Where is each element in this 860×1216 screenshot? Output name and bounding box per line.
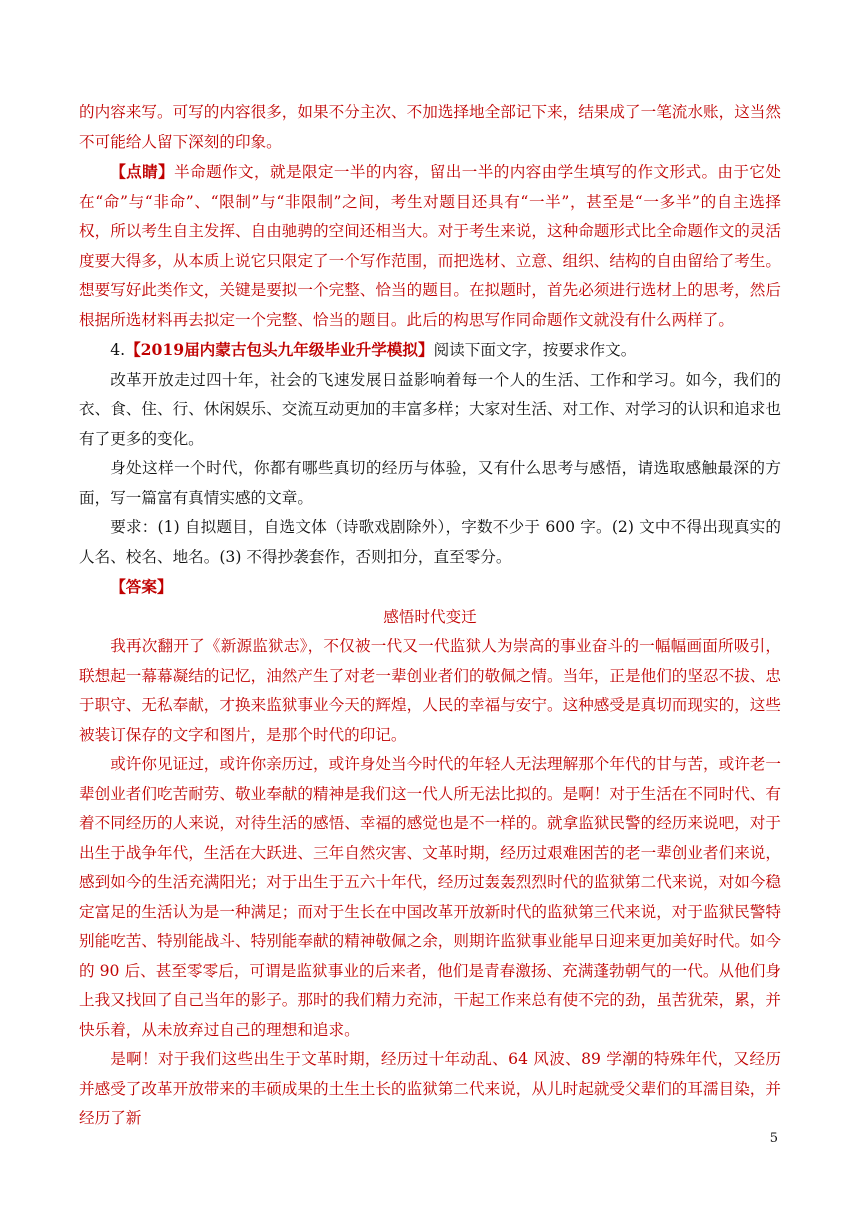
question-source: 【2019届内蒙古包头九年级毕业升学模拟】	[125, 340, 434, 359]
prompt-paragraph-1: 改革开放走过四十年，社会的飞速发展日益影响着每一个人的生活、工作和学习。如今，我们的衣、食、住、行、休闲娱乐、交流互动更加的丰富多样；大家对生活、对工作、对学习的认识和追求也有了更多的变化。	[79, 370, 781, 448]
dianjing-tag: 【点睛】	[110, 162, 175, 181]
essay-title: 感悟时代变迁	[383, 607, 477, 626]
essay-paragraph: 我再次翻开了《新源监狱志》，不仅被一代又一代监狱人为崇高的事业奋斗的一幅幅画面所吸引，联想起一幕幕凝结的记忆，油然产生了对老一辈创业者们的敬佩之情。当年，正是他们的坚忍不拔、忠于职守、无私奉献，才换来监狱事业今天的辉煌，人民的幸福与安宁。这种感受是真切而现实的，这些被装订保存的文字和图片，是那个时代的印记。	[79, 637, 781, 744]
document-body	[79, 98, 781, 1134]
essay-paragraph: 或许你见证过，或许你亲历过，或许身处当今时代的年轻人无法理解那个年代的甘与苦，或许老一辈创业者们吃苦耐劳、敬业奉献的精神是我们这一代人所无法比拟的。是啊！对于生活在不同时代、有着不同经历的人来说，对待生活的感悟、幸福的感觉也是不一样的。就拿监狱民警的经历来说吧，对于出生于战争年代，生活在大跃进、三年自然灾害、文革时期，经历过艰难困苦的老一辈创业者们来说，感到如今的生活充满阳光；对于出生于五六十年代，经历过轰轰烈烈时代的监狱第二代来说，对如今稳定富足的生活认为是一种满足；而对于生长在中国改革开放新时代的监狱第三代来说，对于监狱民警特别能吃苦、特别能战斗、特别能奉献的精神敬佩之余，则期许监狱事业能早日迎来更加美好时代。如今的 90 后、甚至零零后，可谓是监狱事业的后来者，他们是青春激扬、充满蓬勃朝气的一代。从他们身上我又找回了自己当年的影子。那时的我们精力充沛，干起工作来总有使不完的劲，虽苦犹荣，累，并快乐着，从未放弃过自己的理想和追求。	[79, 755, 781, 1039]
dianjing-text: 半命题作文，就是限定一半的内容，留出一半的内容由学生填写的作文形式。由于它处在“命”与“非命”、“限制”与“非限制”之间，考生对题目还具有“一半”，甚至是“一多半”的自主选择权，所以考生自主发挥、自由驰骋的空间还相当大。对于考生来说，这种命题形式比全命题作文的灵活度要大得多，从本质上说它只限定了一个写作范围，而把选材、立意、组织、结构的自由留给了考生。想要写好此类作文，关键是要拟一个完整、恰当的题目。在拟题时，首先必须进行选材上的思考，然后根据所选材料再去拟定一个完整、恰当的题目。此后的构思写作同命题作文就没有什么两样了。	[79, 163, 781, 329]
question-instruction: 阅读下面文字，按要求作文。	[433, 341, 637, 359]
requirements-paragraph: 要求：(1) 自拟题目，自选文体（诗歌戏剧除外），字数不少于 600 字。(2) 文中不得出现真实的人名、校名、地名。(3) 不得抄袭套作，否则扣分，直至零分。	[79, 518, 781, 566]
prompt-paragraph-2: 身处这样一个时代，你都有哪些真切的经历与体验，又有什么思考与感悟，请选取感触最深的方面，写一篇富有真情实感的文章。	[79, 459, 781, 507]
answer-tag: 【答案】	[110, 577, 173, 596]
dianjing-paragraph	[79, 157, 781, 335]
question-number: 4.	[110, 341, 126, 359]
answer-label-paragraph	[79, 572, 781, 603]
page-number: 5	[769, 1131, 778, 1146]
question-4	[79, 335, 781, 366]
essay-paragraph: 是啊！对于我们这些出生于文革时期，经历过十年动乱、64 风波、89 学潮的特殊年代，又经历并感受了改革开放带来的丰硕成果的土生土长的监狱第二代来说，从儿时起就受父辈们的耳濡目染，并经历了新	[79, 1050, 781, 1127]
continued-paragraph: 的内容来写。可写的内容很多，如果不分主次、不加选择地全部记下来，结果成了一笔流水账，这当然不可能给人留下深刻的印象。	[79, 103, 781, 151]
